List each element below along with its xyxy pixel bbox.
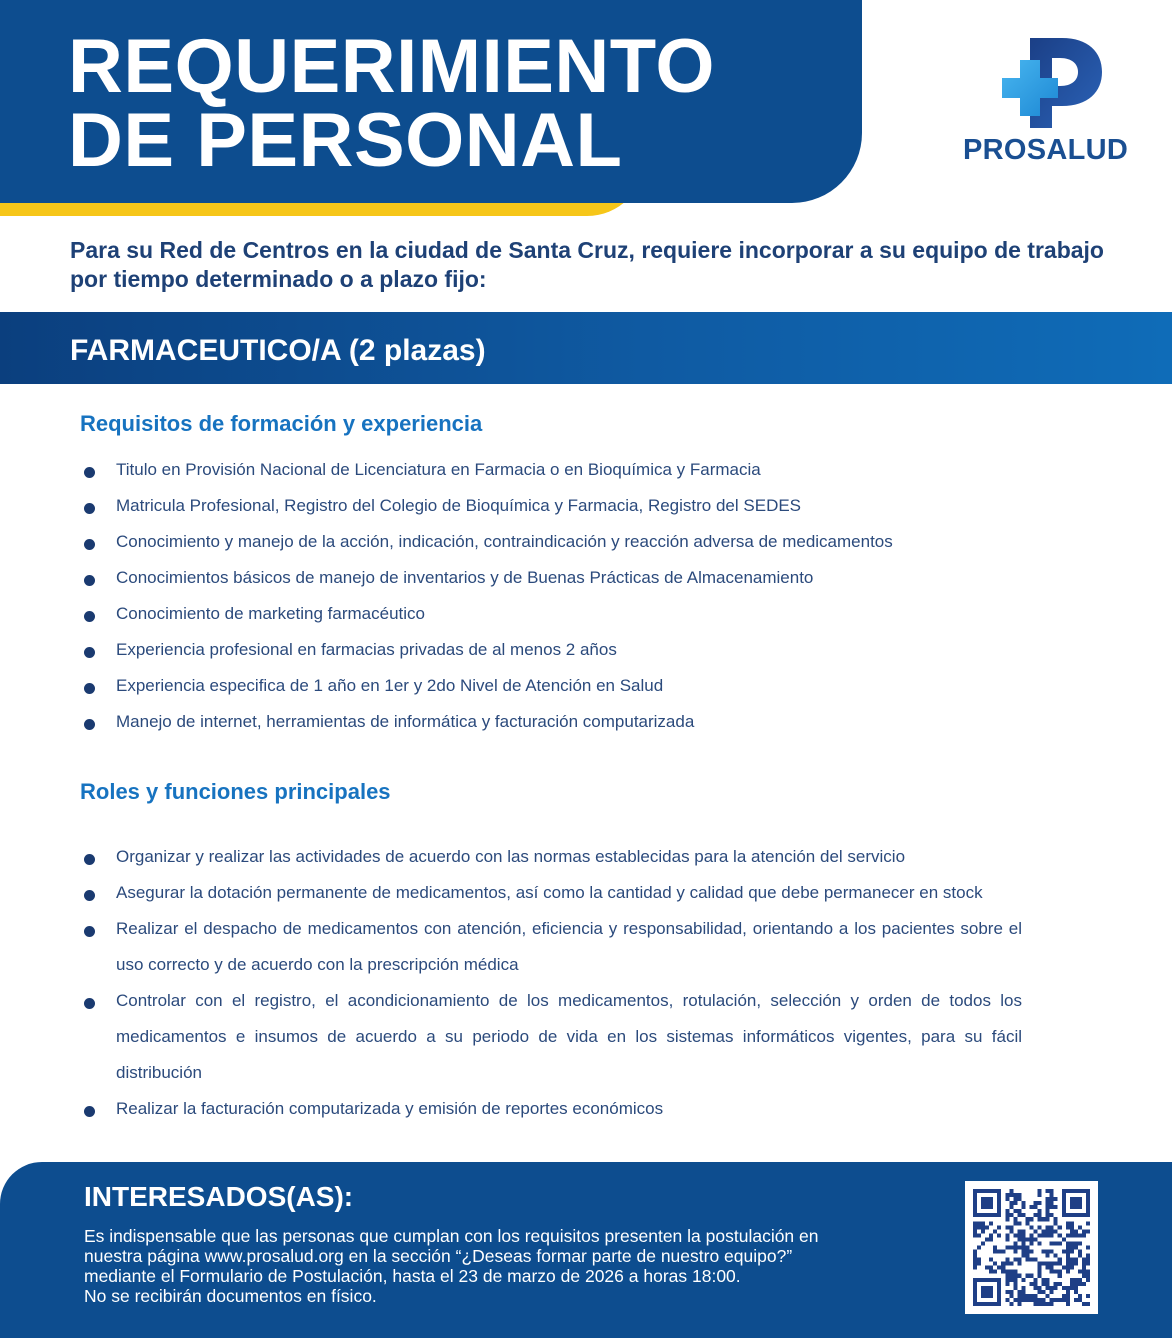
qr-code[interactable] — [965, 1181, 1098, 1314]
list-item — [82, 488, 1022, 524]
prosalud-logo — [955, 30, 1135, 170]
position-title: FARMACEUTICO/A (2 plazas) — [70, 334, 486, 367]
page-title-line1: REQUERIMIENTO — [68, 24, 715, 109]
page-title-line2: DE PERSONAL — [68, 98, 623, 183]
list-item — [82, 704, 1022, 740]
list-item — [82, 668, 1022, 704]
requirements-heading: Requisitos de formación y experiencia — [80, 411, 483, 436]
bullet-icon — [84, 1106, 95, 1117]
list-item — [82, 452, 1022, 488]
bullet-icon — [84, 854, 95, 865]
list-item-text: Experiencia profesional en farmacias privadas de al menos 2 años — [116, 640, 617, 659]
footer-text-line: No se recibirán documentos en físico. — [84, 1286, 377, 1306]
list-item — [82, 983, 1022, 1091]
bullet-icon — [84, 467, 95, 478]
list-item-text: Controlar con el registro, el acondicionamiento de los medicamentos, rotulación, selección y orden de todos los medicamentos e insumos de acuerdo a su periodo de vida en los sistemas informáticos vigentes, para su fácil distribución — [116, 991, 1022, 1082]
list-item-text: Conocimiento de marketing farmacéutico — [116, 604, 425, 623]
list-item — [82, 524, 1022, 560]
list-item-text: Conocimientos básicos de manejo de inventarios y de Buenas Prácticas de Almacenamiento — [116, 568, 814, 587]
list-item — [82, 1091, 1022, 1127]
list-item-text: Manejo de internet, herramientas de informática y facturación computarizada — [116, 712, 695, 731]
list-item-text: Realizar el despacho de medicamentos con atención, eficiencia y responsabilidad, orientando a los pacientes sobre el uso correcto y de acuerdo con la prescripción médica — [116, 919, 1022, 974]
list-item — [82, 839, 1022, 875]
list-item — [82, 875, 1022, 911]
bullet-icon — [84, 719, 95, 730]
intro-text: Para su Red de Centros en la ciudad de Santa Cruz, requiere incorporar a su equipo de trabajo por tiempo determinado o a plazo fijo: — [70, 237, 1104, 292]
page-title — [68, 24, 848, 183]
bullet-icon — [84, 575, 95, 586]
list-item — [82, 632, 1022, 668]
list-item — [82, 560, 1022, 596]
list-item-text: Organizar y realizar las actividades de acuerdo con las normas establecidas para la atención del servicio — [116, 847, 906, 866]
bullet-icon — [84, 611, 95, 622]
footer-text — [84, 1226, 920, 1306]
list-item — [82, 596, 1022, 632]
bullet-icon — [84, 647, 95, 658]
footer-text-line: mediante el Formulario de Postulación, hasta el 23 de marzo de 2026 a horas 18:00. — [84, 1266, 741, 1286]
list-item-text: Realizar la facturación computarizada y emisión de reportes económicos — [116, 1099, 664, 1118]
footer-text-line: nuestra página www.prosalud.org en la sección “¿Deseas formar parte de nuestro equipo?” — [84, 1246, 793, 1266]
list-item-text: Matricula Profesional, Registro del Colegio de Bioquímica y Farmacia, Registro del SEDES — [116, 496, 802, 515]
prosalud-cross-logo-icon — [1000, 30, 1108, 130]
requirements-list — [82, 452, 1022, 740]
bullet-icon — [84, 926, 95, 937]
bullet-icon — [84, 998, 95, 1009]
qr-code-icon — [973, 1189, 1090, 1306]
list-item — [82, 911, 1022, 983]
list-item-text: Conocimiento y manejo de la acción, indicación, contraindicación y reacción adversa de medicamentos — [116, 532, 893, 551]
footer-title: INTERESADOS(AS): — [84, 1181, 354, 1212]
bullet-icon — [84, 890, 95, 901]
bullet-icon — [84, 539, 95, 550]
roles-heading: Roles y funciones principales — [80, 779, 391, 804]
bullet-icon — [84, 503, 95, 514]
roles-list — [82, 839, 1022, 1127]
list-item-text: Experiencia especifica de 1 año en 1er y 2do Nivel de Atención en Salud — [116, 676, 664, 695]
list-item-text: Asegurar la dotación permanente de medicamentos, así como la cantidad y calidad que debe permanecer en stock — [116, 883, 983, 902]
footer-text-line: Es indispensable que las personas que cumplan con los requisitos presenten la postulación en — [84, 1226, 819, 1246]
logo-wordmark: PROSALUD — [963, 134, 1129, 166]
bullet-icon — [84, 683, 95, 694]
list-item-text: Titulo en Provisión Nacional de Licenciatura en Farmacia o en Bioquímica y Farmacia — [116, 460, 761, 479]
